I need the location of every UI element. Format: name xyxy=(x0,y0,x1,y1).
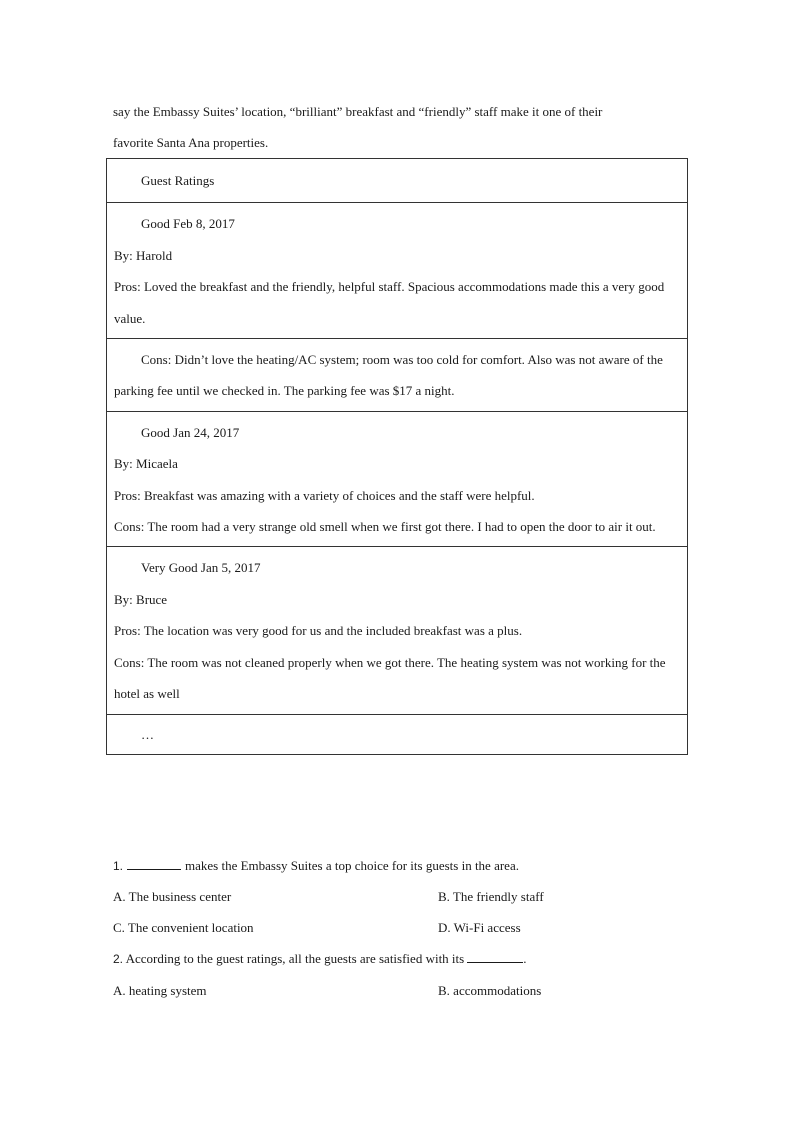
ratings-ellipsis-row xyxy=(107,714,688,754)
ratings-header-cell xyxy=(107,159,688,203)
review-cell-micaela xyxy=(107,411,688,547)
review-pros: Pros: Loved the breakfast and the friendly, helpful staff. Spacious accommodations made this a very good value. xyxy=(114,279,665,326)
question-2-option-a: A. heating system xyxy=(113,983,207,998)
review-rating-date: Very Good Jan 5, 2017 xyxy=(141,560,261,576)
review-cell-harold-cons xyxy=(107,339,688,412)
review-author: By: Harold xyxy=(114,247,173,263)
review-author: By: Bruce xyxy=(114,591,168,607)
answer-blank xyxy=(127,857,181,870)
review-pros: Pros: Breakfast was amazing with a variety of choices and the staff were helpful. xyxy=(114,487,535,503)
question-2-option-b: B. accommodations xyxy=(438,983,542,998)
review-row-harold xyxy=(107,203,688,339)
question-1-option-a: A. The business center xyxy=(113,889,232,904)
answer-blank xyxy=(467,950,523,963)
question-text: According to the guest ratings, all the guests are satisfied with its xyxy=(125,951,465,966)
review-rating-date: Good Feb 8, 2017 xyxy=(141,216,235,232)
question-text: makes the Embassy Suites a top choice for its guests in the area. xyxy=(185,858,519,873)
review-row-harold-cons xyxy=(107,339,688,412)
review-pros: Pros: The location was very good for us and the included breakfast was a plus. xyxy=(114,623,523,639)
question-2 xyxy=(113,950,526,968)
review-author: By: Micaela xyxy=(114,456,178,472)
question-end: . xyxy=(523,951,527,966)
question-number: 2. xyxy=(113,952,124,966)
question-1-option-d: D. Wi-Fi access xyxy=(438,920,521,935)
ratings-header-row xyxy=(107,159,688,203)
intro-line-2: favorite Santa Ana properties. xyxy=(113,135,269,150)
review-row-bruce xyxy=(107,547,688,714)
review-cons: Cons: The room had a very strange old smell when we first got there. I had to open the door to air it out. xyxy=(114,519,656,535)
review-cell-harold xyxy=(107,203,688,339)
ratings-ellipsis: … xyxy=(141,726,154,742)
question-1 xyxy=(113,857,519,875)
guest-ratings-table xyxy=(106,158,688,755)
review-rating-date: Good Jan 24, 2017 xyxy=(141,424,240,440)
question-number: 1. xyxy=(113,859,124,873)
review-cons: Cons: Didn’t love the heating/AC system; room was too cold for comfort. Also was not aware of the parking fee until we checked in. The parking fee was $17 a night. xyxy=(114,352,663,399)
intro-line-1: say the Embassy Suites’ location, “brilliant” breakfast and “friendly” staff make it one of their xyxy=(113,104,603,119)
ratings-ellipsis-cell xyxy=(107,714,688,754)
ratings-header: Guest Ratings xyxy=(141,173,215,188)
question-1-option-c: C. The convenient location xyxy=(113,920,254,935)
question-1-option-b: B. The friendly staff xyxy=(438,889,544,904)
review-cons: Cons: The room was not cleaned properly when we got there. The heating system was not working for the hotel as well xyxy=(114,654,666,702)
review-cell-bruce xyxy=(107,547,688,714)
review-row-micaela xyxy=(107,411,688,547)
